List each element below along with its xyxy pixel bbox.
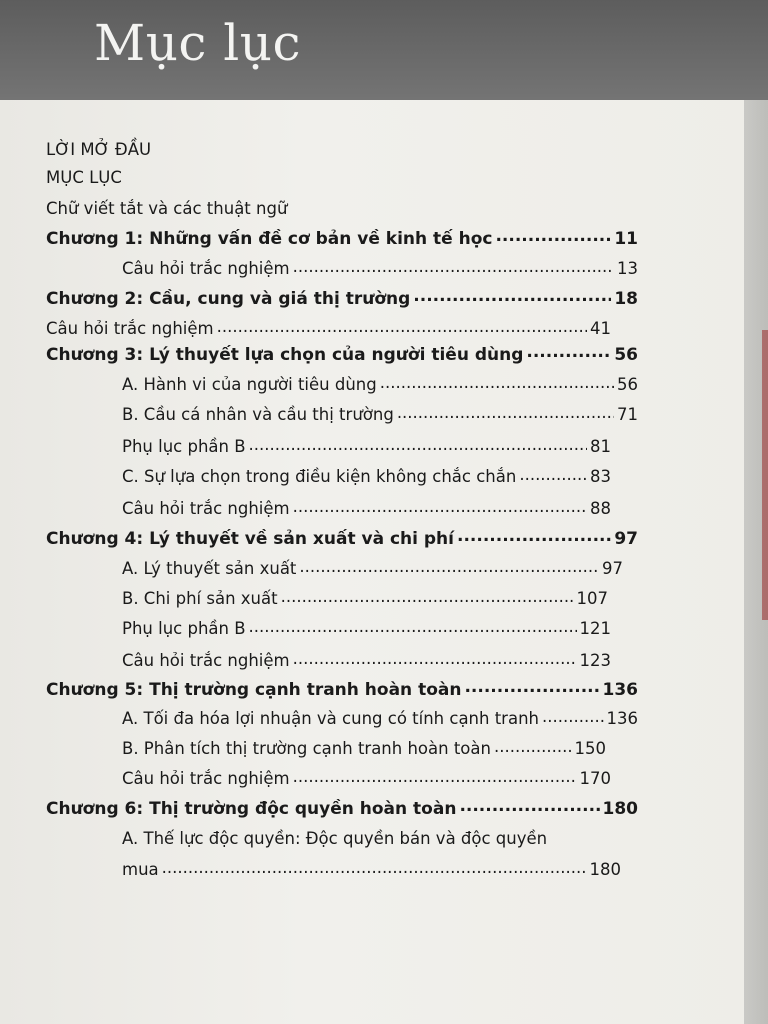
toc-entry-label: A. Hành vi của người tiêu dùng xyxy=(122,374,377,394)
toc-entry-label: Câu hỏi trắc nghiệm xyxy=(122,498,290,518)
toc-page-number: 150 xyxy=(574,738,606,758)
toc-entry-label: Chương 1: Những vấn đề cơ bản về kinh tế học xyxy=(46,229,493,249)
toc-entry-row[interactable] xyxy=(122,829,638,848)
toc-intro-item: LỜI MỞ ĐẦU xyxy=(46,140,152,159)
toc-leader-dots xyxy=(526,343,611,360)
toc-entry-row[interactable] xyxy=(122,257,638,278)
header-band xyxy=(0,0,768,100)
toc-entry-row[interactable] xyxy=(122,737,606,758)
toc-leader-dots xyxy=(380,373,614,390)
toc-intro-item: MỤC LỤC xyxy=(46,168,122,187)
toc-page-number: 97 xyxy=(614,529,638,549)
toc-entry-row[interactable] xyxy=(122,403,638,424)
toc-leader-dots xyxy=(495,227,611,244)
toc-leader-dots xyxy=(162,858,587,875)
toc-page-number: 107 xyxy=(576,588,608,608)
toc-entry-label: A. Lý thuyết sản xuất xyxy=(122,558,297,578)
toc-entry-label: Chương 3: Lý thuyết lựa chọn của người tiêu dùng xyxy=(46,345,524,365)
toc-leader-dots xyxy=(249,435,587,452)
toc-leader-dots xyxy=(459,797,599,814)
toc-entry-row[interactable] xyxy=(122,557,623,578)
toc-leader-dots xyxy=(413,287,611,304)
toc-leader-dots xyxy=(293,257,614,274)
toc-page-number: 88 xyxy=(590,498,611,518)
toc-page-number: 71 xyxy=(617,404,638,424)
toc-leader-dots xyxy=(494,737,572,754)
toc-leader-dots xyxy=(217,317,587,334)
toc-page-number: 83 xyxy=(590,466,611,486)
toc-entry-label: Câu hỏi trắc nghiệm xyxy=(46,318,214,338)
toc-page-number: 180 xyxy=(589,859,621,879)
toc-entry-label: Phụ lục phần B xyxy=(122,436,246,456)
toc-entry-row[interactable] xyxy=(122,617,611,638)
toc-page-number: 11 xyxy=(614,229,638,249)
toc-leader-dots xyxy=(293,649,577,666)
toc-leader-dots xyxy=(249,617,577,634)
toc-entry-label: Câu hỏi trắc nghiệm xyxy=(122,768,290,788)
toc-leader-dots xyxy=(293,767,577,784)
toc-entry-label: A. Tối đa hóa lợi nhuận và cung có tính cạnh tranh xyxy=(122,708,539,728)
toc-entry-label: Câu hỏi trắc nghiệm xyxy=(122,258,290,278)
page-edge-mark xyxy=(762,330,768,620)
toc-entry-row[interactable] xyxy=(122,497,611,518)
toc-entry-label: B. Phân tích thị trường cạnh tranh hoàn toàn xyxy=(122,738,491,758)
toc-entry-label: C. Sự lựa chọn trong điều kiện không chắc chắn xyxy=(122,466,517,486)
toc-entry-row[interactable] xyxy=(122,465,611,486)
toc-page-number: 97 xyxy=(602,558,623,578)
toc-chapter-row[interactable] xyxy=(46,527,638,549)
toc-entry-row[interactable] xyxy=(122,435,611,456)
toc-leader-dots xyxy=(299,557,599,574)
toc-leader-dots xyxy=(397,403,614,420)
toc-entry-row[interactable] xyxy=(122,707,638,728)
toc-entry-row[interactable] xyxy=(122,649,611,670)
toc-entry-row[interactable] xyxy=(122,767,611,788)
toc-chapter-row[interactable] xyxy=(46,678,638,700)
toc-entry-row[interactable] xyxy=(122,587,608,608)
toc-entry-label: Phụ lục phần B xyxy=(122,618,246,638)
toc-leader-dots xyxy=(519,465,587,482)
toc-entry-label: Chương 6: Thị trường độc quyền hoàn toàn xyxy=(46,799,457,819)
toc-entry-row[interactable] xyxy=(46,317,611,338)
toc-leader-dots xyxy=(542,707,604,724)
toc-leader-dots xyxy=(281,587,574,604)
toc-page-number: 136 xyxy=(606,708,638,728)
toc-entry-label: mua xyxy=(122,859,159,879)
toc-entry-label: B. Cầu cá nhân và cầu thị trường xyxy=(122,404,394,424)
toc-page-number: 56 xyxy=(614,345,638,365)
toc-chapter-row[interactable] xyxy=(46,343,638,365)
toc-entry-row[interactable] xyxy=(122,373,638,394)
toc-leader-dots xyxy=(293,497,587,514)
toc-entry-label: Chương 4: Lý thuyết về sản xuất và chi phí xyxy=(46,529,454,549)
toc-chapter-row[interactable] xyxy=(46,797,638,819)
toc-page-number: 136 xyxy=(602,680,638,700)
toc-page-number: 41 xyxy=(590,318,611,338)
toc-page-number: 180 xyxy=(602,799,638,819)
toc-page-number: 56 xyxy=(617,374,638,394)
toc-chapter-row[interactable] xyxy=(46,287,638,309)
toc-intro-item: Chữ viết tắt và các thuật ngữ xyxy=(46,199,288,218)
toc-entry-row[interactable] xyxy=(122,858,621,879)
toc-entry-label: Chương 2: Cầu, cung và giá thị trường xyxy=(46,289,411,309)
toc-entry-label: Câu hỏi trắc nghiệm xyxy=(122,650,290,670)
toc-page-number: 123 xyxy=(579,650,611,670)
toc-leader-dots xyxy=(464,678,599,695)
toc-page-number: 121 xyxy=(579,618,611,638)
toc-page-number: 170 xyxy=(579,768,611,788)
toc-entry-label: B. Chi phí sản xuất xyxy=(122,588,278,608)
page-title: Mục lục xyxy=(94,14,301,72)
toc-page-number: 13 xyxy=(617,258,638,278)
toc-entry-label: Chương 5: Thị trường cạnh tranh hoàn toàn xyxy=(46,680,462,700)
toc-chapter-row[interactable] xyxy=(46,227,638,249)
toc-entry-label: A. Thế lực độc quyền: Độc quyền bán và độc quyền xyxy=(122,829,548,848)
toc-page-number: 18 xyxy=(614,289,638,309)
toc-page-number: 81 xyxy=(590,436,611,456)
toc-leader-dots xyxy=(457,527,611,544)
